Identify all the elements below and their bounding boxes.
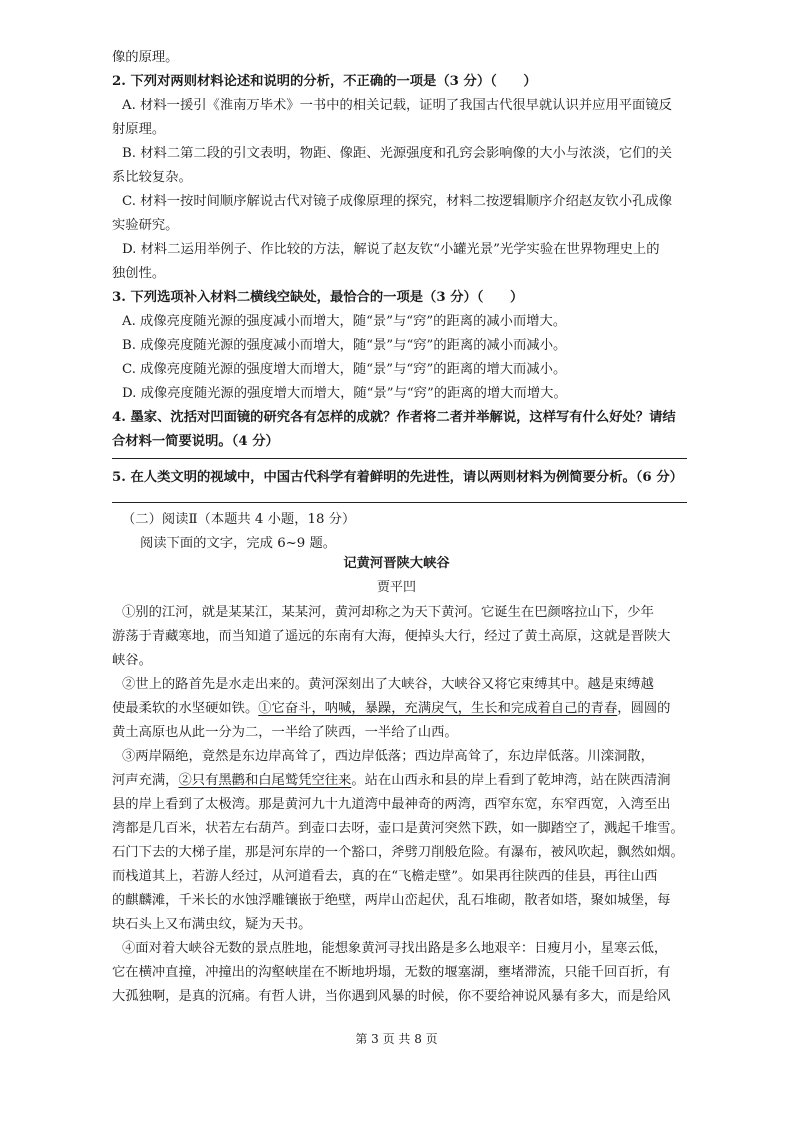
q2-option-c: C. 材料一按时间顺序解说古代对镜子成像原理的探究，材料二按逻辑顺序介绍赵友钦小孔成像 — [122, 194, 673, 209]
q2-option-d-cont: 独创性。 — [112, 266, 166, 281]
question-4-line1: 4. 墨家、沈括对凹面镜的研究各有怎样的成就？作者将二者并举解说，这样写有什么好处？请结 — [112, 410, 676, 425]
answer-line-q5 — [112, 502, 687, 503]
paragraph-4-line2: 它在横冲直撞，冲撞出的沟壑峡崖在不断地坍塌，无数的堰塞湖，壅堵滞流，只能千回百折，有 — [112, 965, 671, 980]
paragraph-3-line7: 的麒麟滩，千米长的水蚀浮雕镶嵌于绝壁，两岸山峦起伏，乱石堆砌，散者如塔，聚如城堡，每 — [112, 893, 671, 908]
q3-option-c: C. 成像亮度随光源的强度增大而增大，随“景”与“窍”的距离的增大而减小。 — [122, 362, 567, 377]
question-5: 5. 在人类文明的视域中，中国古代科学有着鲜明的先进性，请以两则材料为例简要分析。（6 分） — [112, 470, 683, 485]
p3-text-a: 河声充满， — [112, 773, 179, 788]
question-2-stem: 2. 下列对两则材料论述和说明的分析，不正确的一项是（3 分）（ ） — [112, 74, 537, 89]
question-3-stem: 3. 下列选项补入材料二横线空缺处，最恰合的一项是（3 分）（ ） — [112, 290, 524, 305]
paragraph-3-line8: 块石头上又布满虫纹，疑为天书。 — [112, 917, 312, 932]
paragraph-2-line1: ②世上的路首先是水走出来的。黄河深刻出了大峡谷，大峡谷又将它束缚其中。越是束缚越 — [122, 677, 654, 692]
p2-text-a: 使最柔软的水坚硬如铁。 — [112, 701, 259, 716]
article-author: 贾平凹 — [376, 580, 416, 595]
paragraph-4-line3: 大孤独啊，是真的沉痛。有哲人讲，当你遇到风暴的时候，你不要给神说风暴有多大，而是给风 — [112, 989, 671, 1004]
paragraph-1-line2: 游荡于青藏寒地，而当知道了遥远的东南有大海，便掉头大行，经过了黄土高原，这就是晋陕大 — [112, 629, 671, 644]
section-instruction: 阅读下面的文字，完成 6~9 题。 — [140, 536, 337, 551]
q3-option-a: A. 成像亮度随光源的强度减小而增大，随“景”与“窍”的距离的减小而增大。 — [122, 314, 567, 329]
p2-text-b: ，圆圆的 — [617, 701, 671, 716]
q2-option-d: D. 材料二运用举例子、作比较的方法，解说了赵友钦“小罐光景”光学实验在世界物理史上的 — [122, 242, 660, 257]
paragraph-1-line1: ①别的江河，就是某某江，某某河，黄河却称之为天下黄河。它诞生在巴颜喀拉山下，少年 — [122, 605, 654, 620]
continued-text: 像的原理。 — [112, 50, 179, 65]
paragraph-2-line3: 黄土高原也从此一分为二，一半给了陕西，一半给了山西。 — [112, 725, 458, 740]
paragraph-3-line1: ③两岸隔绝，竟然是东边岸高耸了，西边岸低落；西边岸高耸了，东边岸低落。川滦洞散， — [122, 749, 654, 764]
q2-option-a: A. 材料一援引《淮南万毕术》一书中的相关记载，证明了我国古代很早就认识并应用平面镜反 — [122, 98, 672, 113]
paragraph-3-line6: 而栈道其上，若游人经过，从河道看去，真的在“飞檐走壁”。如果再往陕西的佳县，再往山西 — [112, 869, 658, 884]
paragraph-1-line3: 峡谷。 — [112, 653, 152, 668]
q2-option-b: B. 材料二第二段的引文表明，物距、像距、光源强度和孔窍会影响像的大小与浓淡，它们的关 — [122, 146, 673, 161]
paragraph-3-line4: 湾都是几百米，状若左右葫芦。到壶口去呀，壶口是黄河突然下跌，如一脚踏空了，溅起千堆雪。 — [112, 821, 684, 836]
paragraph-3-line3: 县的岸上看到了太极湾。那是黄河九十九道湾中最神奇的两湾，西窄东宽，东窄西宽，入湾至出 — [112, 797, 671, 812]
article-title: 记黄河晋陕大峡谷 — [343, 556, 450, 571]
underlined-sentence-2: ②只有黑鹳和白尾鹫凭空往来 — [178, 773, 352, 788]
paragraph-4-line1: ④面对着大峡谷无数的景点胜地，能想象黄河寻找出路是多么地艰辛：日瘦月小，星寒云低， — [122, 941, 668, 956]
paragraph-3-line5: 石门下去的大梯子崖，那是河东岸的一个豁口，斧劈刀削般危险。有瀑布，被风吹起，飘然如烟。 — [112, 845, 684, 860]
section-header: （二）阅读Ⅱ（本题共 4 小题，18 分） — [122, 512, 356, 527]
q2-option-a-cont: 射原理。 — [112, 122, 166, 137]
page-number: 第 3 页 共 8 页 — [355, 1032, 438, 1046]
q3-option-b: B. 成像亮度随光源的强度减小而增大，随“景”与“窍”的距离的减小而减小。 — [122, 338, 567, 353]
q2-option-c-cont: 实验研究。 — [112, 218, 179, 233]
underlined-sentence-1: ①它奋斗，呐喊，暴躁，充满戾气，生长和完成着自己的青春 — [258, 701, 618, 716]
q3-option-d: D. 成像亮度随光源的强度增大而增大，随“景”与“窍”的距离的增大而增大。 — [122, 386, 567, 401]
answer-line-q4 — [112, 458, 687, 459]
p3-text-b: 。站在山西永和县的岸上看到了乾坤湾，站在陕西清涧 — [351, 773, 671, 788]
question-4-line2: 合材料一简要说明。（4 分） — [112, 434, 279, 449]
paragraph-3-line2 — [112, 769, 687, 793]
paragraph-2-line2 — [112, 697, 687, 721]
q2-option-b-cont: 系比较复杂。 — [112, 170, 192, 185]
